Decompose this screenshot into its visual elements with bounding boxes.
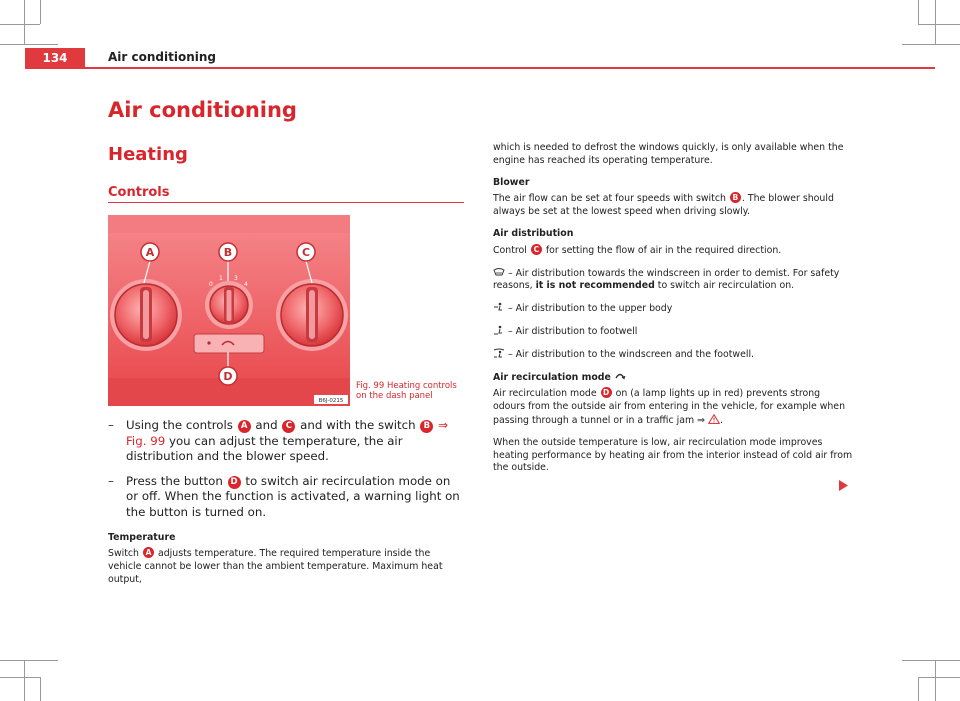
svg-text:3: 3 [234,275,238,282]
temperature-heading: Temperature [108,532,176,543]
header-divider [25,67,935,69]
svg-text:4: 4 [244,281,248,288]
list-item: – Air distribution towards the windscreen in order to demist. For safety reasons, it is not recommended to switch air recirculation on. [493,267,840,292]
figure-label-b: B [223,246,233,259]
crop-mark [918,0,919,24]
crop-mark [935,660,936,701]
crop-mark [0,44,58,45]
outside-temperature-paragraph: When the outside temperature is low, air recirculation mode improves heating performance by heating air from the interior instead of cold air from the outside. [493,436,853,474]
subsection-title: Controls [108,185,170,200]
crop-mark [935,0,936,44]
warning-triangle-icon[interactable] [708,414,720,424]
svg-text:0: 0 [209,281,213,288]
chapter-title: Air conditioning [108,98,297,122]
figure-label-a: A [145,246,155,259]
crop-mark [902,660,960,661]
label-c-badge: C [531,244,542,255]
recirculation-icon [614,371,626,381]
crop-mark [0,660,58,661]
crop-mark [24,0,25,44]
blower-heading: Blower [493,176,530,188]
footwell-icon [493,325,505,335]
blower-paragraph: The air flow can be set at four speeds with switch B . The blower should always be set at the lowest speed when driving slowly. [493,193,834,218]
crop-mark [918,24,960,25]
crop-mark [24,660,25,701]
figure-reference-link[interactable]: ⇒ Fig. 99 [126,418,449,448]
temperature-paragraph: Switch A adjusts temperature. The required temperature inside the vehicle cannot be lower than the ambient temperature. Maximum heat output, [108,548,443,585]
list-item: – Press the button D to switch air recirculation mode on or off. When the function is activated, a warning light on the button is turned on. [108,473,460,519]
page-number: 134 [25,48,85,68]
continued-paragraph: which is needed to defrost the windows quickly, is only available when the engine has reached its operating temperature. [493,142,844,166]
temperature-knob [110,279,182,351]
figure-label-d: D [223,370,233,383]
crop-mark [0,24,40,25]
air-recirculation-heading: Air recirculation mode [493,371,853,385]
upper-body-icon [493,302,505,312]
running-header: Air conditioning [108,50,216,64]
list-item: – Air distribution to the windscreen and the footwell. [493,348,853,362]
crop-mark [40,0,41,24]
windscreen-icon [493,267,505,277]
heating-controls-figure [108,215,350,406]
label-d-badge: D [601,387,612,398]
section-title: Heating [108,144,188,165]
list-item: – Air distribution to the upper body [493,302,853,316]
label-c-badge: C [282,420,295,433]
subsection-divider [108,202,464,203]
blower-knob [205,275,253,329]
label-a-badge: A [143,547,154,558]
windscreen-footwell-icon [493,348,505,358]
label-b-badge: B [730,192,741,203]
svg-text:1: 1 [219,275,223,282]
air-distribution-knob [276,279,348,351]
list-item: – Using the controls A and C and with the switch B ⇒ Fig. 99 you can adjust the temperature, the air distribution and the blower speed. [108,418,449,463]
crop-mark [918,677,960,678]
figure-caption: Fig. 99 Heating controls on the dash panel [356,381,457,401]
figure-label-c: C [301,246,311,259]
list-item: – Air distribution to footwell [493,325,853,339]
crop-mark [0,677,40,678]
air-distribution-paragraph: Control C for setting the flow of air in the required direction. [493,244,782,256]
label-a-badge: A [238,420,251,433]
recirculation-button [194,334,264,353]
figure-code: B6J-0215 [318,398,344,404]
continue-arrow-icon [838,480,849,491]
air-distribution-heading: Air distribution [493,227,574,239]
crop-mark [902,44,960,45]
air-recirculation-paragraph: Air recirculation mode D on (a lamp lights up in red) prevents strong odours from the outside air from entering in the vehicle, for example when passing through a tunnel or in a traffic jam ⇒ . [493,388,846,426]
label-d-badge: D [228,476,241,489]
right-column [493,142,853,484]
left-column [108,418,464,586]
crop-mark [918,677,919,701]
label-b-badge: B [420,420,433,433]
crop-mark [40,677,41,701]
